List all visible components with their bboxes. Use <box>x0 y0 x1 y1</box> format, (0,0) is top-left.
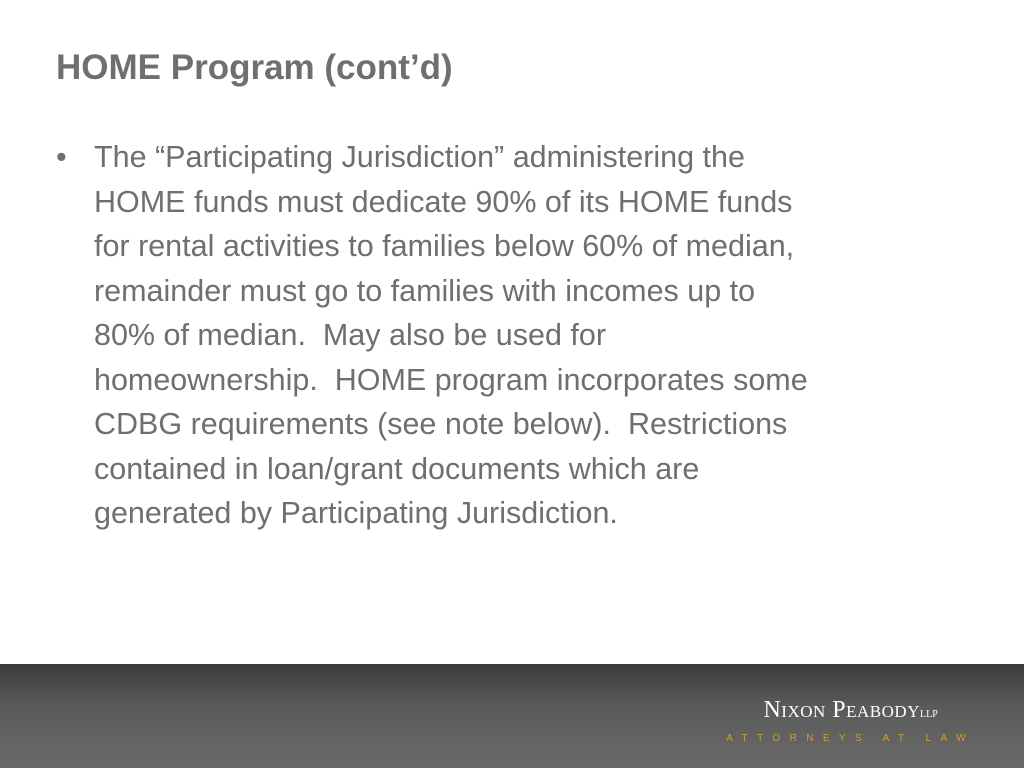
bullet-list <box>56 135 976 536</box>
bullet-text-line: The “Participating Jurisdiction” administering the <box>94 140 745 174</box>
company-logo <box>726 696 975 745</box>
logo-tagline: ATTORNEYS AT LAW <box>726 733 975 744</box>
bullet-text-line: 80% of median. May also be used for <box>94 318 607 352</box>
bullet-marker: • <box>56 140 67 174</box>
logo-suffix: LLP <box>919 709 938 720</box>
logo-name <box>726 696 975 729</box>
bullet-item <box>56 135 976 536</box>
bullet-text-line: for rental activities to families below 60% of median, <box>94 229 795 263</box>
bullet-text-line: CDBG requirements (see note below). Restrictions <box>94 407 788 441</box>
bullet-text-line: homeownership. HOME program incorporates some <box>94 362 808 397</box>
bullet-text-line: generated by Participating Jurisdiction. <box>94 496 618 530</box>
bullet-text-line: contained in loan/grant documents which are <box>94 451 700 486</box>
bullet-text-line: remainder must go to families with incomes up to <box>94 273 756 308</box>
bullet-text-line: HOME funds must dedicate 90% of its HOME funds <box>94 184 793 219</box>
slide-title: HOME Program (cont’d) <box>56 48 453 87</box>
logo-firm-name: Nixon Peabody <box>763 697 920 723</box>
